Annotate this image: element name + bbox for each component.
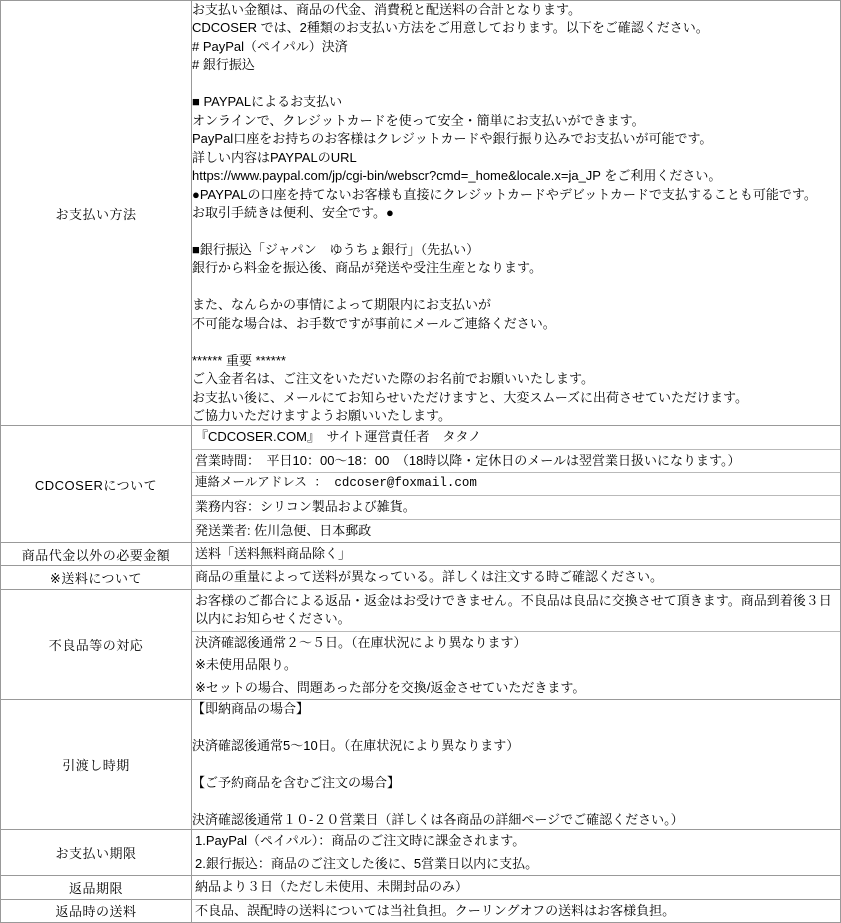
row-value-return-deadline — [192, 876, 841, 899]
contact-email-line: 連絡メールアドレス ： cdcoser@foxmail.com — [192, 472, 840, 495]
text-line: 1.PayPal（ペイパル）：商品のご注文時に課金されます。 — [195, 833, 526, 849]
text-line: 銀行から料金を振込後、商品が発送や受注生産となります。 — [192, 260, 542, 276]
text-line: 発送業者: 佐川急便、日本郵政 — [192, 519, 840, 542]
row-value-payment-deadline — [192, 830, 841, 876]
spacer — [192, 719, 840, 737]
spacer — [192, 222, 840, 240]
text-line: 不可能な場合は、お手数ですが事前にメールご連絡ください。 — [192, 315, 556, 331]
text-line: 送料「送料無料商品除く」 — [195, 545, 352, 561]
text-line: また、なんらかの事情によって期限内にお支払いが — [192, 297, 492, 313]
row-label-shipping-note: ※送料について — [1, 566, 192, 589]
text-line: 決済確認後通常２～５日。（在庫状況により異なります） — [192, 631, 840, 654]
text-line: ****** 重要 ****** — [192, 352, 286, 368]
row-label-defective-handling: 不良品等の対応 — [1, 589, 192, 699]
table-row — [1, 566, 841, 589]
row-value-extra-fees — [192, 542, 841, 565]
row-value-defective-handling — [192, 589, 841, 699]
row-label-extra-fees: 商品代金以外の必要金額 — [1, 542, 192, 565]
row-label-delivery-time: 引渡し時期 — [1, 700, 192, 830]
row-value-delivery-time — [192, 700, 841, 830]
text-line: 営業時間： 平日10：00～18：00 （18時以降・定休日のメールは翌営業日扱いになります。） — [192, 449, 840, 472]
text-line: # PayPal（ペイパル）決済 — [192, 38, 348, 54]
table-row — [1, 426, 841, 543]
row-value-return-shipping — [192, 899, 841, 922]
spacer — [192, 333, 840, 351]
text-line: 詳しい内容はPAYPALのURL — [192, 149, 357, 165]
paypal-url-line: https://www.paypal.com/jp/cgi-bin/webscr?cmd=_home&locale.x=ja_JP をご利用ください。 — [192, 168, 722, 184]
spacer — [192, 792, 840, 810]
table-row — [1, 589, 841, 699]
text-line: お支払い金額は、商品の代金、消費税と配送料の合計となります。 — [192, 2, 581, 17]
table-row — [1, 700, 841, 830]
text-line: お取引手続きは便利、安全です。● — [192, 204, 394, 220]
text-line: ※セットの場合、問題あった部分を交換/返金させていただきます。 — [195, 679, 586, 695]
text-line: # 銀行振込 — [192, 57, 255, 73]
text-line: ●PAYPALの口座を持てないお客様も直接にクレジットカードやデビットカードで支払することも可能です。 — [192, 186, 817, 202]
spacer — [192, 756, 840, 774]
table-row — [1, 876, 841, 899]
row-value-payment-method — [192, 1, 841, 426]
text-line: 不良品、誤配時の送料については当社負担。クーリングオフの送料はお客様負担。 — [195, 902, 676, 918]
text-line: ご入金者名は、ご注文をいただいた際のお名前でお願いいたします。 — [192, 371, 594, 387]
table-body — [1, 1, 841, 923]
row-label-return-deadline: 返品期限 — [1, 876, 192, 899]
text-line: お客様のご都合による返品・返金はお受けできません。不良品は良品に交換させて頂きます。商品到着後３日以内にお知らせください。 — [195, 592, 832, 627]
table-row — [1, 830, 841, 876]
text-line: 決済確認後通常5～10日。（在庫状況により異なります） — [192, 738, 520, 754]
row-value-shipping-note — [192, 566, 841, 589]
text-line: 【即納商品の場合】 — [192, 701, 310, 717]
row-label-payment-method: お支払い方法 — [1, 1, 192, 426]
row-label-payment-deadline: お支払い期限 — [1, 830, 192, 876]
text-line: 納品より３日（ただし未使用、未開封品のみ） — [195, 879, 469, 895]
text-line: 2.銀行振込：商品のご注文した後に、5営業日以内に支払。 — [195, 855, 539, 871]
text-line: ■銀行振込「ジャパン ゆうちょ銀行」（先払い） — [192, 241, 480, 257]
row-value-about-cdcoser — [192, 426, 841, 543]
table-row — [1, 1, 841, 426]
text-line: オンラインで、クレジットカードを使って安全・簡単にお支払いができます。 — [192, 112, 645, 128]
row-label-return-shipping: 返品時の送料 — [1, 899, 192, 922]
text-line: ご協力いただけますようお願いいたします。 — [192, 407, 451, 423]
text-line: PayPal口座をお持ちのお客様はクレジットカードや銀行振り込みでお支払いが可能です。 — [192, 131, 713, 147]
text-line: ■ PAYPALによるお支払い — [192, 94, 343, 110]
text-line: 業務内容：シリコン製品および雑貨。 — [192, 495, 840, 518]
spacer — [192, 278, 840, 296]
text-line: 『CDCOSER.COM』 サイト運営責任者 タタノ — [195, 429, 482, 445]
spacer — [192, 75, 840, 93]
table-row — [1, 542, 841, 565]
text-line: 商品の重量によって送料が異なっている。詳しくは注文する時ご確認ください。 — [195, 569, 664, 585]
text-line: 【ご予約商品を含むご注文の場合】 — [192, 774, 401, 790]
text-line: お支払い後に、メールにてお知らせいただけますと、大変スムーズに出荷させていただけます。 — [192, 389, 749, 405]
text-line: 決済確認後通常１０-２０営業日（詳しくは各商品の詳細ページでご確認ください。） — [192, 811, 684, 827]
table-row — [1, 899, 841, 922]
text-line: CDCOSER では、2種類のお支払い方法をご用意しております。以下をご確認ください。 — [192, 20, 709, 36]
text-line: ※未使用品限り。 — [195, 657, 297, 673]
row-label-about-cdcoser: CDCOSERについて — [1, 426, 192, 543]
